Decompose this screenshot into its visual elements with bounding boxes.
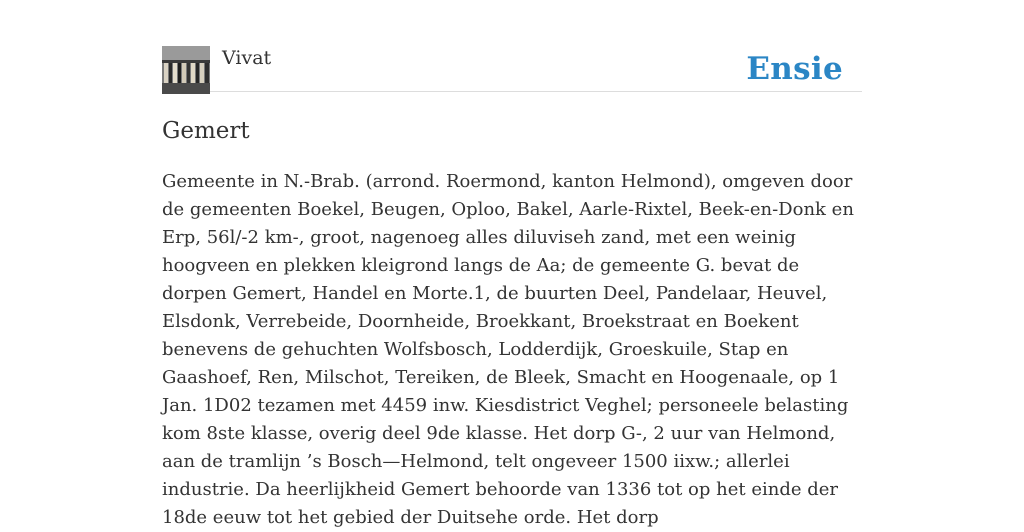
- brand-logo[interactable]: Ensie: [746, 51, 843, 87]
- site-header: [162, 46, 862, 92]
- article-body: Gemeente in N.-Brab. (arrond. Roermond, kanton Helmond), omgeven door de gemeenten Boekel, Beugen, Oploo, Bakel, Aarle-Rixtel, Beek-en-Donk en Erp, 56l/-2 km-, groot, nagenoeg alles diluviseh zand, met een weinig hoogveen en plekken kleigrond langs de Aa; de gemeente G. bevat de dorpen Gemert, Handel en Morte.1, de buurten Deel, Pandelaar, Heuvel, Elsdonk, Verrebeide, Doornheide, Broekkant, Broekstraat en Boekent benevens de gehuchten Wolfsbosch, Lodderdijk, Groeskuile, Stap en Gaashoef, Ren, Milschot, Tereiken, de Bleek, Smacht en Hoogenaale, op 1 Jan. 1D02 tezamen met 4459 inw. Kiesdistrict Veghel; personeele belasting kom 8ste klasse, overig deel 9de klasse. Het dorp G-, 2 uur van Helmond, aan de tramlijn ’s Bosch—Helmond, telt ongeveer 1500 iixw.; allerlei industrie. Da heerlijkheid Gemert behoorde van 1336 tot op het einde der 18de eeuw tot het gebied der Duitsehe orde. Het dorp: [162, 171, 854, 528]
- page-title: Gemert: [162, 118, 250, 144]
- site-name[interactable]: Vivat: [222, 47, 272, 69]
- book-spines-icon[interactable]: [162, 46, 210, 94]
